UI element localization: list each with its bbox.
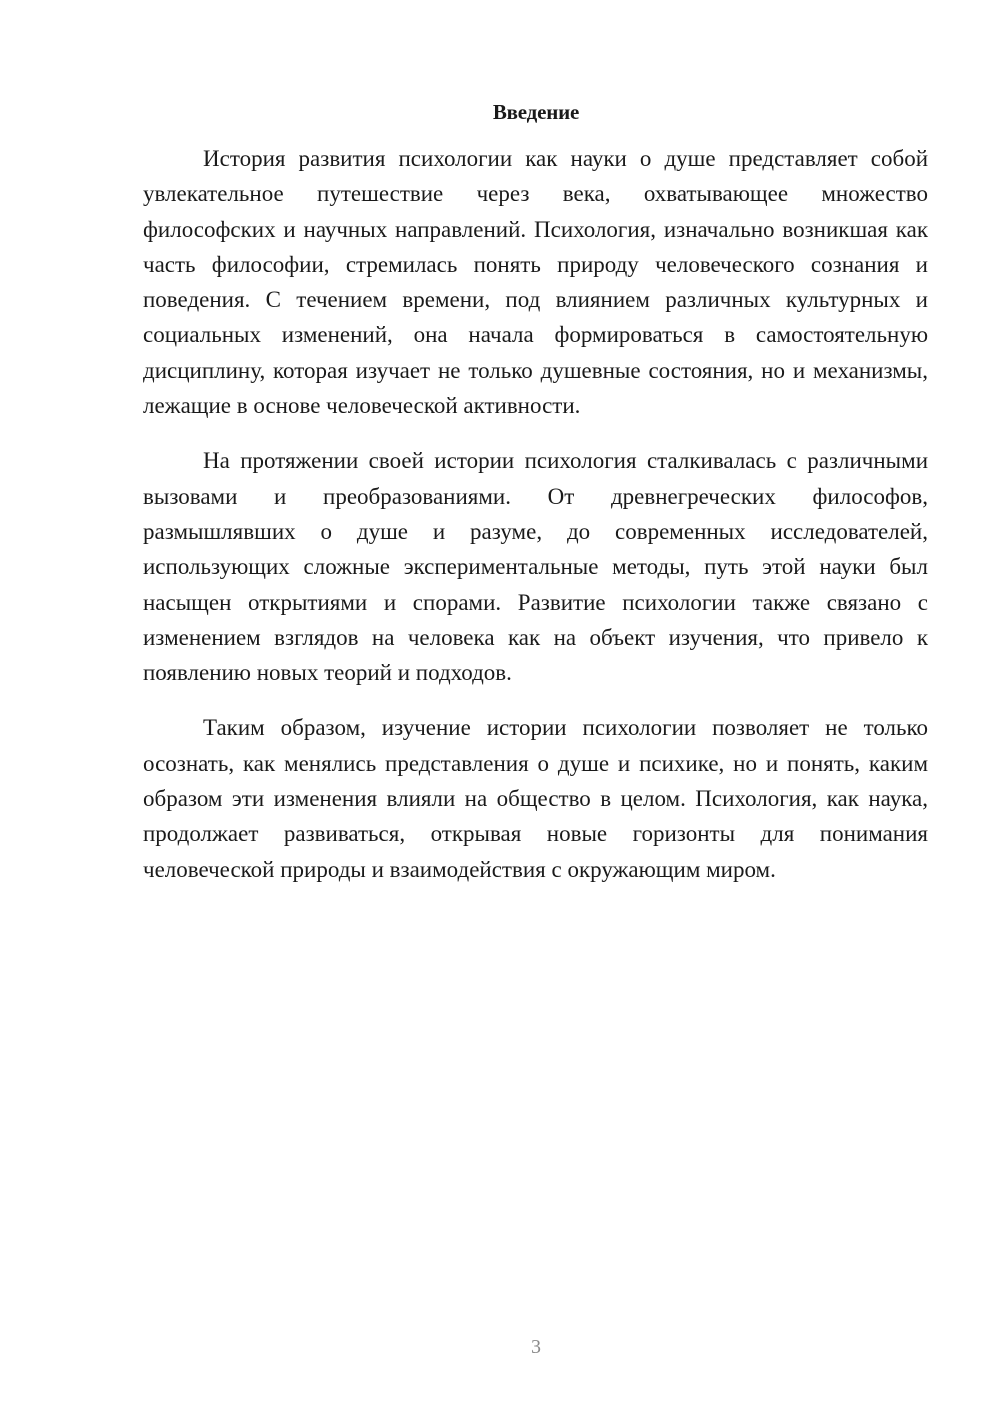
paragraph-1: История развития психологии как науки о душе представляет собой увлекательное путешествие через века, охватывающее множество философских и научных направлений. Психология, изначально возникшая как часть философии, стремилась понять природу человеческого сознания и поведения. С течением времени, под влиянием различных культурных и социальных изменений, она начала формироваться в самостоятельную дисциплину, которая изучает не только душевные состояния, но и механизмы, лежащие в основе человеческой активности. xyxy=(143,146,928,419)
page-number: 3 xyxy=(531,1336,541,1358)
document-body xyxy=(143,141,928,887)
section-heading: Введение xyxy=(492,100,580,124)
paragraph-2: На протяжении своей истории психология сталкивалась с различными вызовами и преобразованиями. От древнегреческих философов, размышлявших о душе и разуме, до современных исследователей, использующих сложные экспериментальные методы, путь этой науки был насыщен открытиями и спорами. Развитие психологии также связано с изменением взглядов на человека как на объект изучения, что привело к появлению новых теорий и подходов. xyxy=(143,448,928,686)
paragraph-3: Таким образом, изучение истории психологии позволяет не только осознать, как менялись представления о душе и психике, но и понять, каким образом эти изменения влияли на общество в целом. Психология, как наука, продолжает развиваться, открывая новые горизонты для понимания человеческой природы и взаимодействия с окружающим миром. xyxy=(143,715,928,882)
